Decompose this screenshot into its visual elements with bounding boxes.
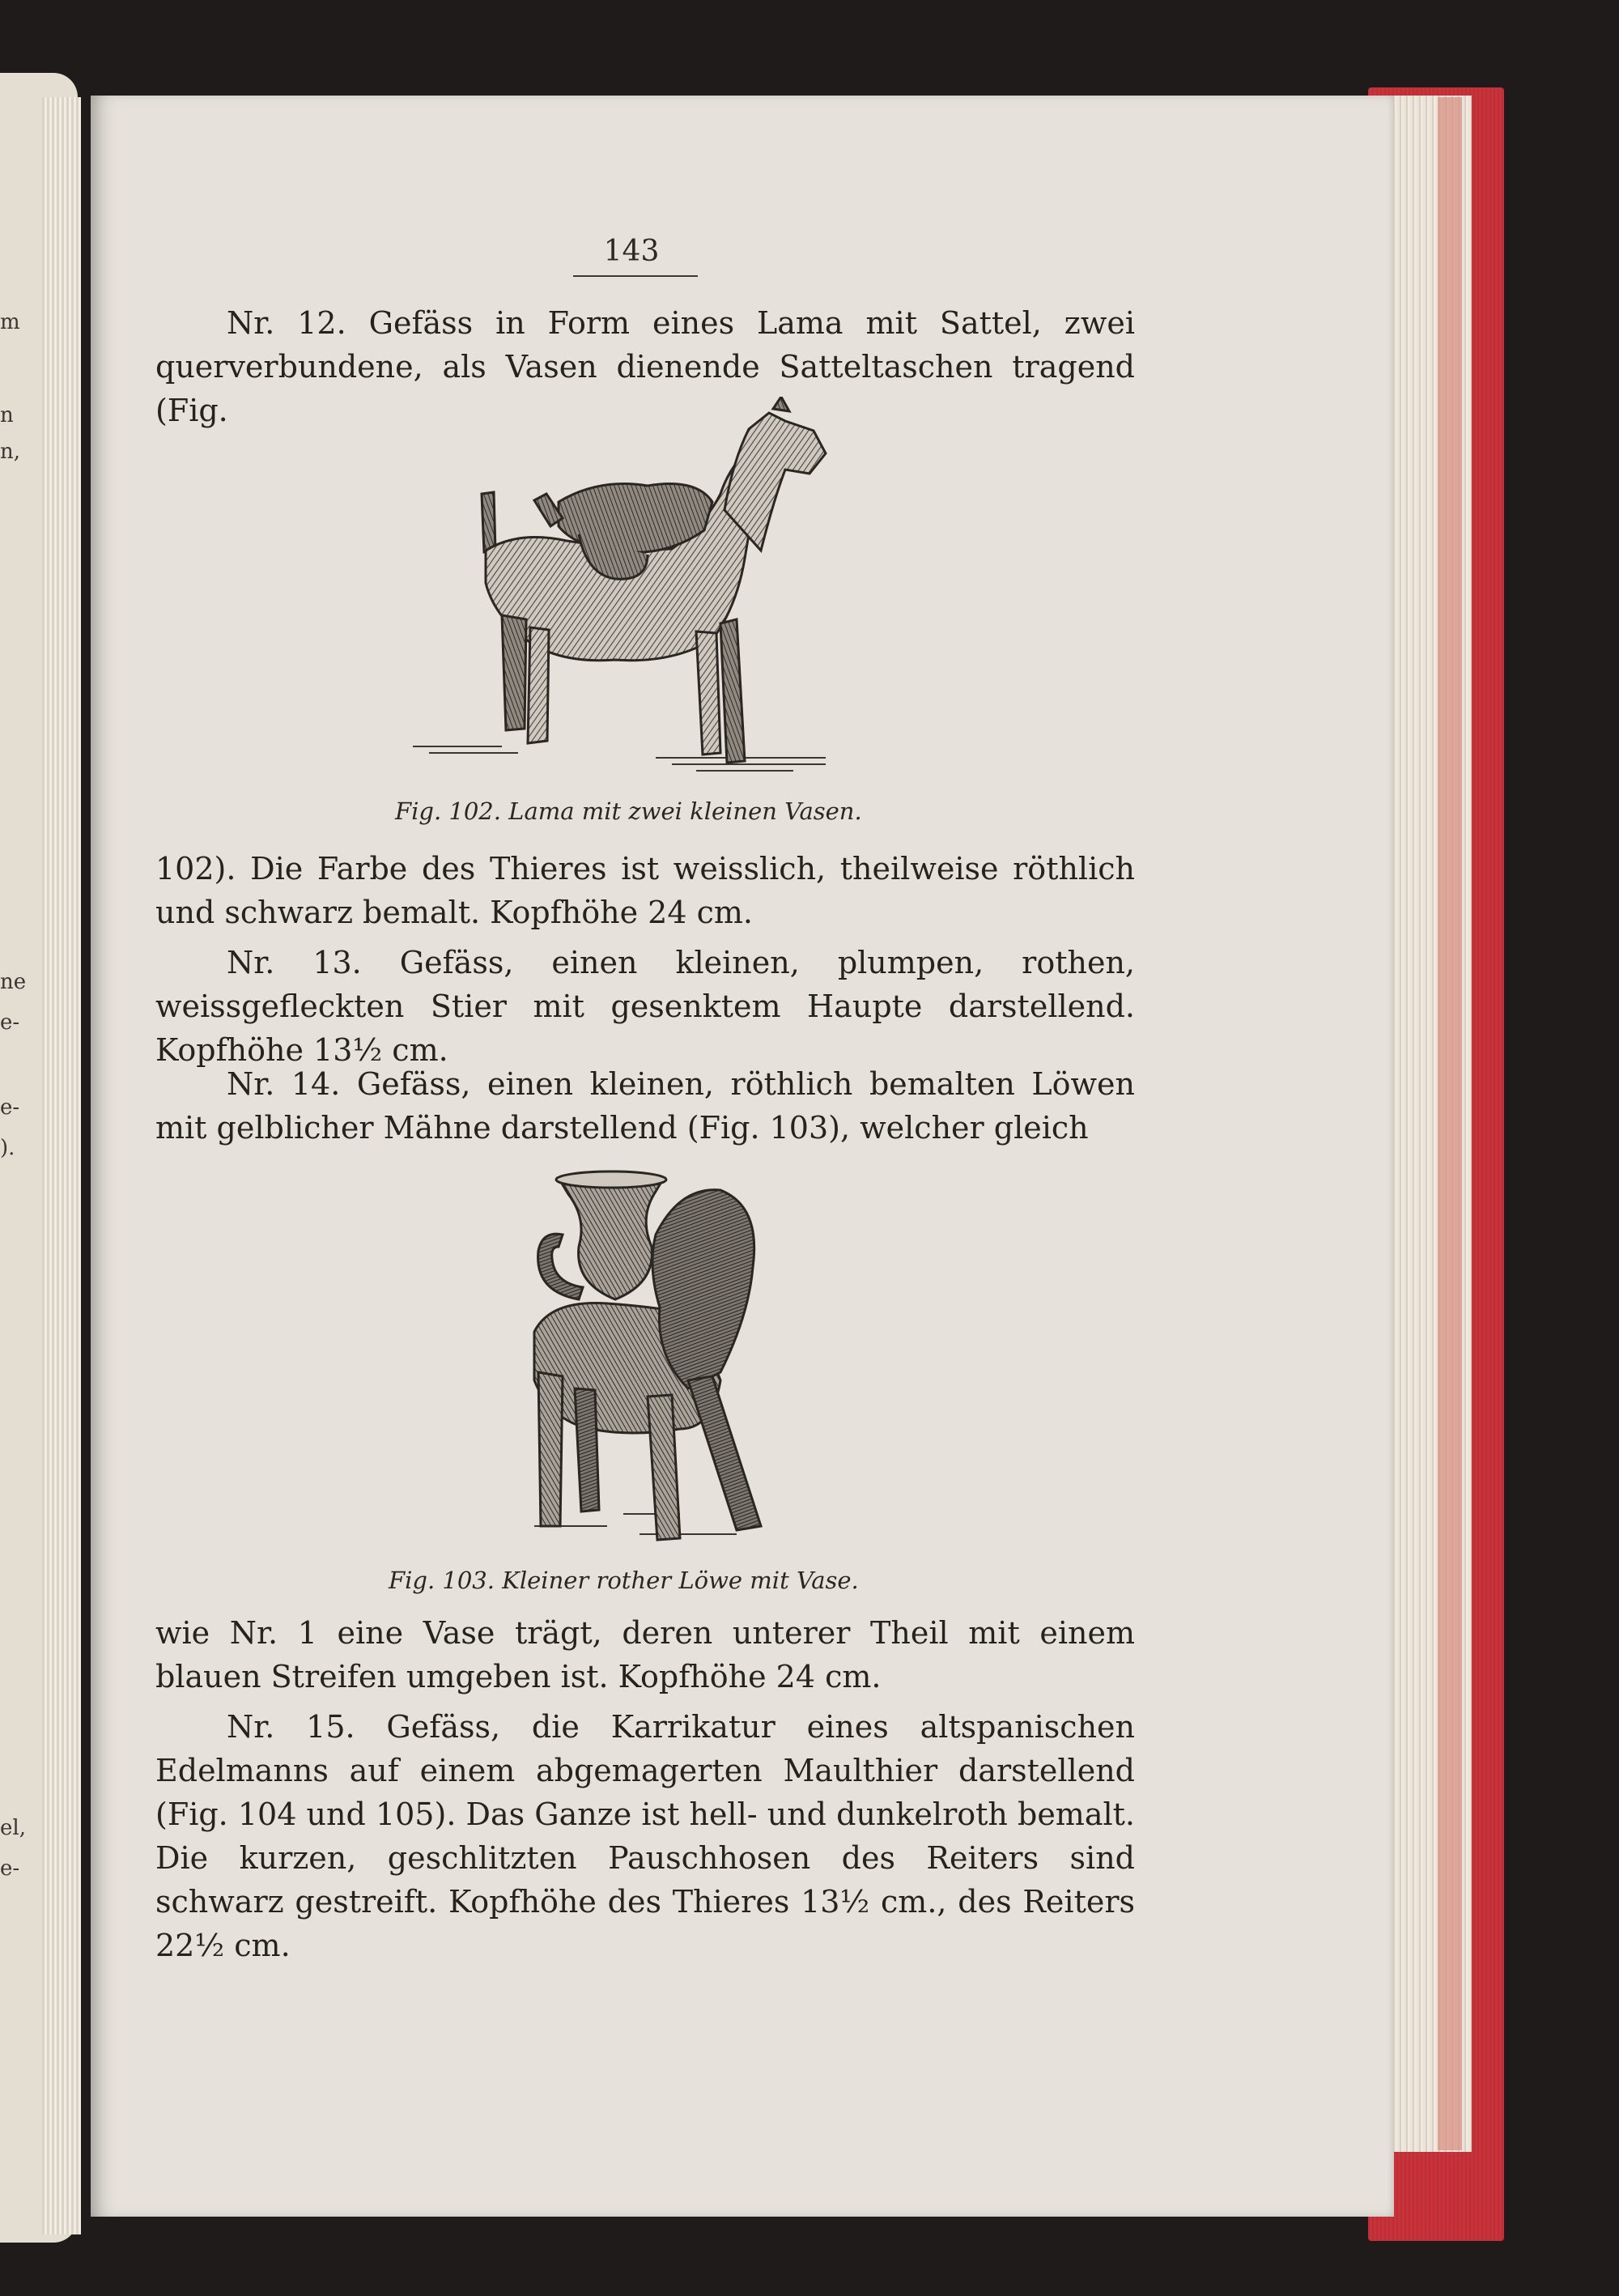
left-fragment: m <box>0 310 20 334</box>
figure-102-llama-illustration <box>405 397 858 793</box>
paragraph-nr15: Nr. 15. Gefäss, die Karrikatur eines altspanischen Edelmanns auf einem abgemagerten Maulthier darstellend (Fig. 104 und 105). Das Ganze ist hell- und dunkelroth bemalt. Die kurzen, geschlitzten Pauschhosen des Reiters sind schwarz gestreift. Kopfhöhe des Thieres 13½ cm., des Reiters 22½ cm. <box>155 1709 1135 1963</box>
left-fragment: ne <box>0 970 27 994</box>
page-number-rule <box>573 275 698 277</box>
page-number: 143 <box>603 235 660 268</box>
left-fragment: e- <box>0 1010 20 1035</box>
figure-103-lion-illustration <box>518 1170 777 1554</box>
paragraph-nr13: Nr. 13. Gefäss, einen kleinen, plumpen, rothen, weissgefleckten Stier mit gesenktem Haupte darstellend. Kopfhöhe 13½ cm. <box>155 945 1135 1068</box>
paragraph-nr12: Nr. 12. Gefäss in Form eines Lama mit Sattel, zwei querverbundene, als Vasen dienende Satteltaschen tragend (Fig. <box>155 305 1135 428</box>
left-fragment: n <box>0 403 14 427</box>
left-fragment: el, <box>0 1816 26 1840</box>
paragraph-fig103-continued: wie Nr. 1 eine Vase trägt, deren unterer Theil mit einem blauen Streifen umgeben ist. Kopfhöhe 24 cm. <box>155 1615 1135 1694</box>
left-fragment: ). <box>0 1136 15 1160</box>
left-page-stack <box>42 97 81 2234</box>
left-fragment: e- <box>0 1856 20 1881</box>
paragraph-nr14: Nr. 14. Gefäss, einen kleinen, röthlich bemalten Löwen mit gelblicher Mähne darstellend (Fig. 103), welcher gleich <box>155 1066 1135 1146</box>
paragraph-fig102-continued: 102). Die Farbe des Thieres ist weisslich, theilweise röthlich und schwarz bemalt. Kopfhöhe 24 cm. <box>155 851 1135 930</box>
page-stack-red-edge <box>1438 97 1462 2150</box>
left-fragment: n, <box>0 440 21 464</box>
figure-102-caption: Fig. 102. Lama mit zwei kleinen Vasen. <box>395 797 862 825</box>
figure-103-caption: Fig. 103. Kleiner rother Löwe mit Vase. <box>389 1567 859 1594</box>
left-fragment: e- <box>0 1095 20 1120</box>
